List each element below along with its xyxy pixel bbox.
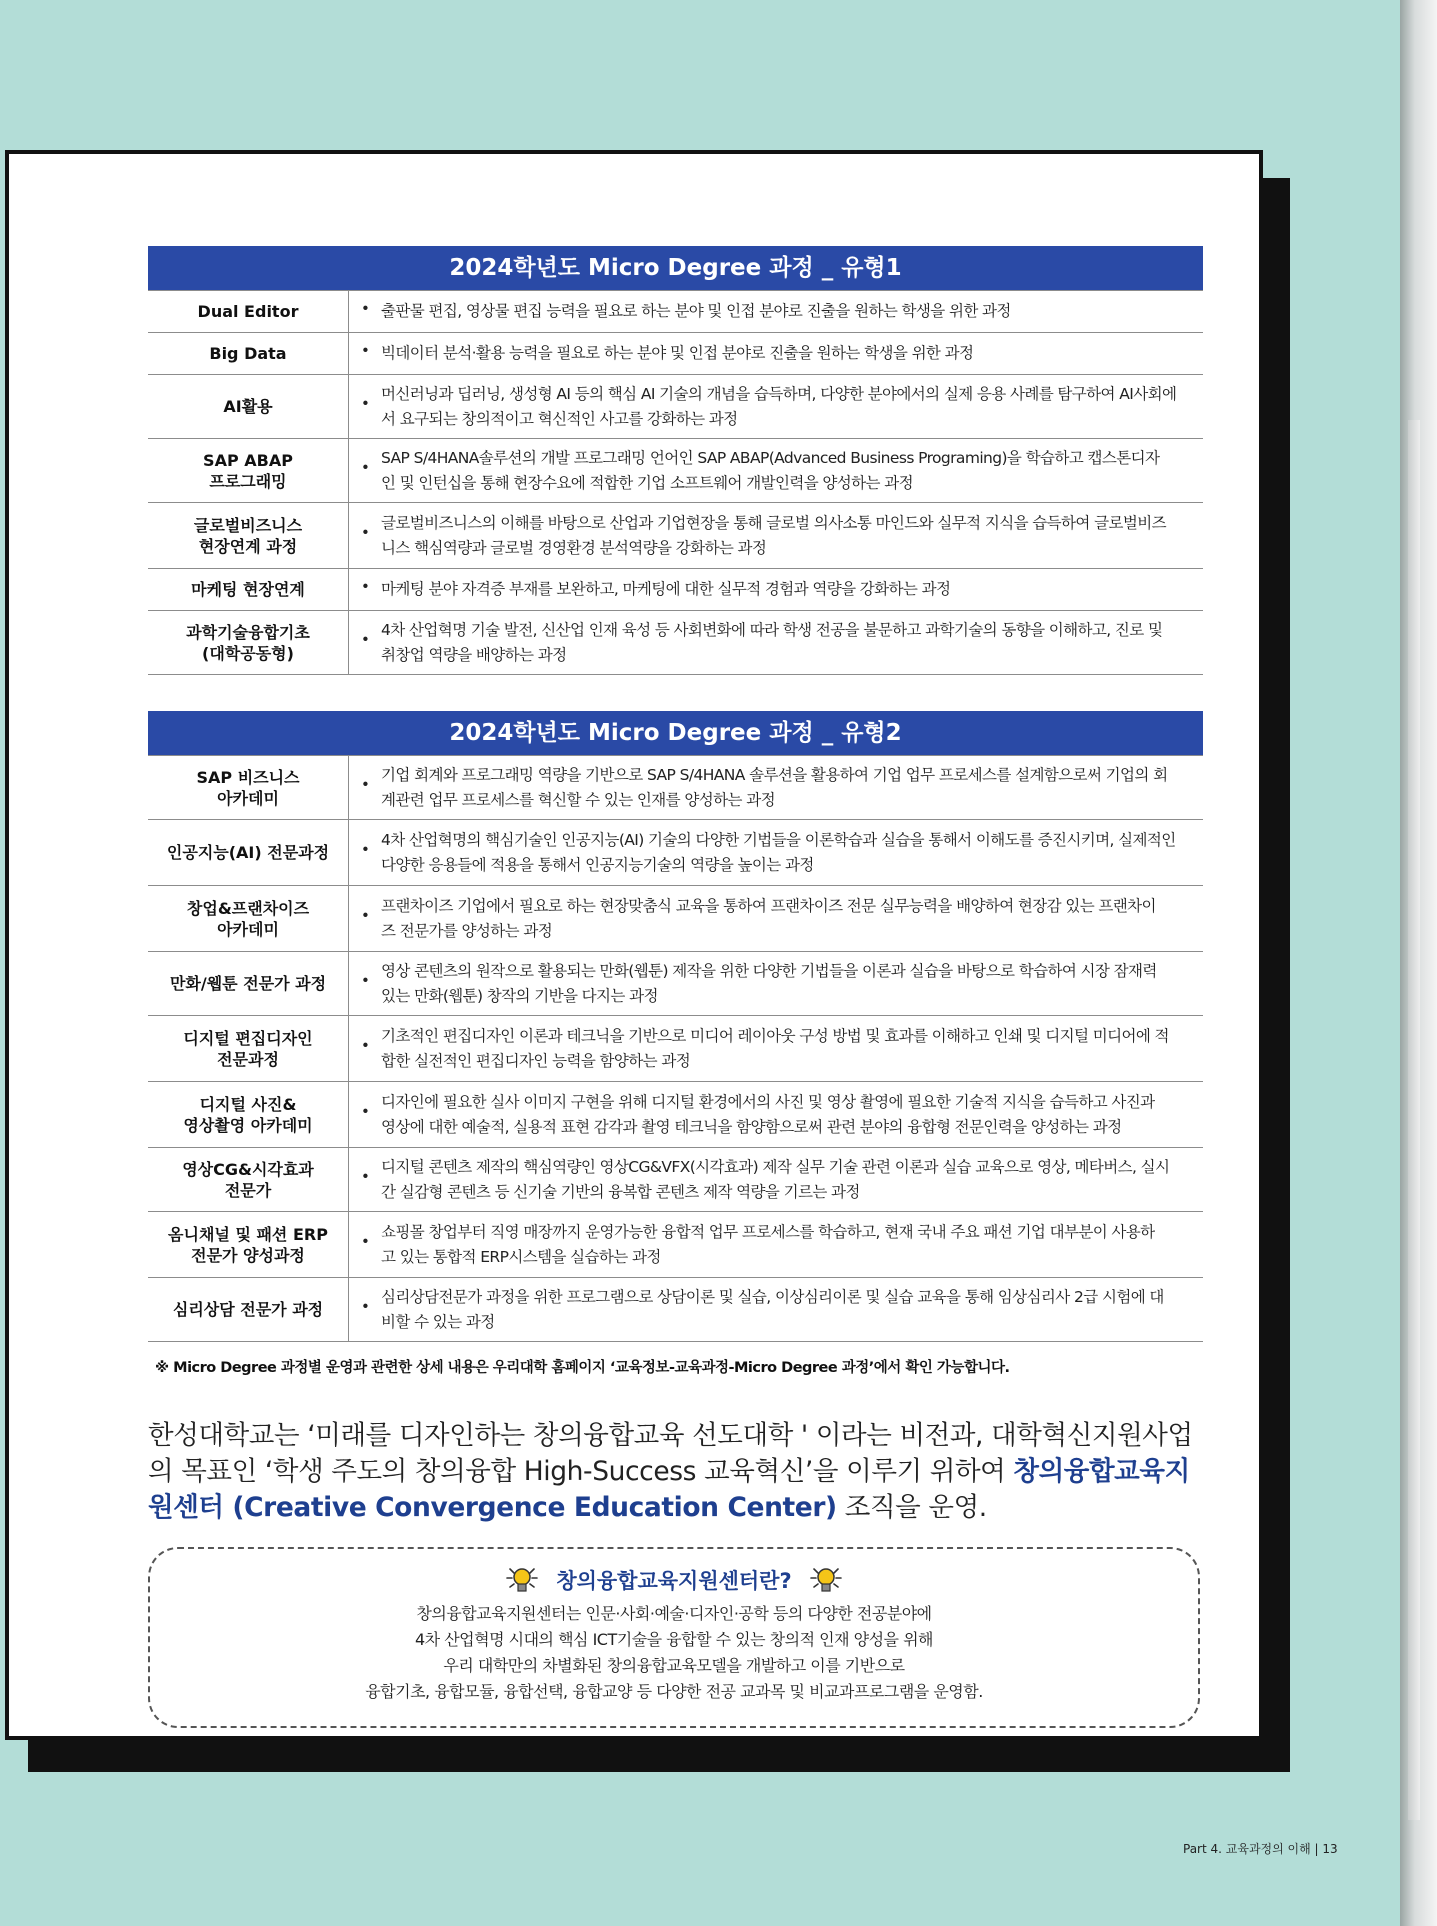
table-row <box>148 503 1203 569</box>
course-name-line: 아카데미 <box>217 788 279 808</box>
course-description-line: 간 실감형 콘텐츠 등 신기술 기반의 융복합 콘텐츠 제작 역량을 기르는 과정 <box>381 1182 860 1201</box>
table-row <box>148 569 1203 611</box>
info-title: 창의융합교육지원센터란? <box>556 1569 792 1593</box>
course-description-cell <box>349 952 1204 1016</box>
course-name-cell <box>148 756 349 820</box>
course-name-cell <box>148 439 349 503</box>
table-row <box>148 820 1203 886</box>
course-name-line: Dual Editor <box>197 302 299 321</box>
course-description-line: 프랜차이즈 기업에서 필요로 하는 현장맞춤식 교육을 통하여 프랜차이즈 전문 실무능력을 배양하여 현장감 있는 프랜차이 <box>381 896 1156 915</box>
course-name-cell <box>148 820 349 886</box>
paragraph-text: 한성대학교는 ‘미래를 디자인하는 창의융합교육 선도대학 ' 이라는 비전과, 대학혁신지원사업의 목표인 ‘학생 주도의 창의융합 High-Success 교육혁신’을 이루기 위하여 <box>148 1420 1193 1487</box>
course-description-line: 디지털 콘텐츠 제작의 핵심역량인 영상CG&VFX(시각효과) 제작 실무 기술 관련 이론과 실습 교육으로 영상, 메타버스, 실시 <box>381 1157 1170 1176</box>
course-description-line: 기초적인 편집디자인 이론과 테크닉을 기반으로 미디어 레이아웃 구성 방법 및 효과를 이해하고 인쇄 및 디지털 미디어에 적 <box>381 1026 1169 1045</box>
bullet-icon: • <box>361 1232 370 1250</box>
course-description-line: 심리상담전문가 과정을 위한 프로그램으로 상담이론 및 실습, 이상심리이론 및 실습 교육을 통해 임상심리사 2급 시험에 대 <box>381 1287 1164 1306</box>
table-row <box>148 756 1203 820</box>
course-description-cell <box>349 1016 1204 1082</box>
course-description-cell <box>349 569 1204 611</box>
course-description-line: 다양한 응용들에 적용을 통해서 인공지능기술의 역량을 높이는 과정 <box>381 855 814 874</box>
course-description-line: 고 있는 통합적 ERP시스템을 실습하는 과정 <box>381 1247 661 1266</box>
bullet-icon: • <box>361 1036 370 1054</box>
course-name-line: 전문가 <box>224 1180 272 1200</box>
course-description-line: 있는 만화(웹툰) 창작의 기반을 다지는 과정 <box>381 986 658 1005</box>
course-description-line: 영상 콘텐츠의 원작으로 활용되는 만화(웹툰) 제작을 위한 다양한 기법들을 이론과 실습을 바탕으로 학습하여 시장 잠재력 <box>381 961 1157 980</box>
bullet-icon: • <box>361 394 370 412</box>
course-description-line: 영상에 대한 예술적, 실용적 표현 감각과 촬영 테크닉을 함양함으로써 관련 분야의 융합형 전문인력을 양성하는 과정 <box>381 1117 1122 1136</box>
info-line: 창의융합교육지원센터는 인문·사회·예술·디자인·공학 등의 다양한 전공분야에 <box>416 1604 932 1623</box>
table-title: 2024학년도 Micro Degree 과정 _ 유형2 <box>148 711 1203 755</box>
lightbulb-icon <box>504 1565 540 1595</box>
table-row <box>148 611 1203 675</box>
course-name-cell <box>148 886 349 952</box>
course-name-line: 옴니채널 및 패션 ERP <box>168 1224 328 1244</box>
course-description-line: 서 요구되는 창의적이고 혁신적인 사고를 강화하는 과정 <box>381 409 738 428</box>
course-description-line: 출판물 편집, 영상물 편집 능력을 필요로 하는 분야 및 인접 분야로 진출을 원하는 학생을 위한 과정 <box>381 302 1011 320</box>
course-name-cell <box>148 569 349 611</box>
table-row <box>148 1016 1203 1082</box>
bullet-icon: • <box>361 577 370 595</box>
course-description-line: 4차 산업혁명의 핵심기술인 인공지능(AI) 기술의 다양한 기법들을 이론학습과 실습을 통해서 이해도를 증진시키며, 실제적인 <box>381 830 1176 849</box>
center-name-highlight: 창의융합교육지원센터 (Creative Convergence Education Center) <box>148 1456 1190 1523</box>
course-description-cell <box>349 756 1204 820</box>
page-edge-inner <box>1408 420 1420 1820</box>
course-name-cell <box>148 291 349 333</box>
course-description-cell <box>349 1278 1204 1342</box>
course-description-line: 글로벌비즈니스의 이해를 바탕으로 산업과 기업현장을 통해 글로벌 의사소통 마인드와 실무적 지식을 습득하여 글로벌비즈 <box>381 513 1166 532</box>
course-name-line: 마케팅 현장연계 <box>191 580 305 599</box>
paragraph-text-end: 조직을 운영. <box>836 1492 987 1523</box>
course-name-line: 프로그래밍 <box>209 471 287 491</box>
course-name-line: (대학공동형) <box>202 643 294 663</box>
info-box <box>148 1547 1200 1728</box>
bullet-icon: • <box>361 1102 370 1120</box>
course-description-line: 머신러닝과 딥러닝, 생성형 AI 등의 핵심 AI 기술의 개념을 습득하며, 다양한 분야에서의 실제 응용 사례를 탐구하여 AI사회에 <box>381 384 1177 403</box>
course-name-line: 영상CG&시각효과 <box>182 1159 314 1179</box>
course-name-line: 현장연계 과정 <box>198 536 298 556</box>
table-row <box>148 1148 1203 1212</box>
course-table <box>148 290 1203 675</box>
info-line: 우리 대학만의 차별화된 창의융합교육모델을 개발하고 이를 기반으로 <box>443 1656 905 1675</box>
course-name-line: 디지털 사진& <box>199 1094 297 1114</box>
info-line: 4차 산업혁명 시대의 핵심 ICT기술을 융합할 수 있는 창의적 인재 양성을 위해 <box>414 1630 933 1649</box>
course-description-line: 합한 실전적인 편집디자인 능력을 함양하는 과정 <box>381 1051 691 1070</box>
course-name-line: 글로벌비즈니스 <box>193 515 303 535</box>
course-description-cell <box>349 1212 1204 1278</box>
course-description-cell <box>349 291 1204 333</box>
intro-paragraph <box>148 1418 1208 1526</box>
table-row <box>148 1212 1203 1278</box>
bullet-icon: • <box>361 341 370 359</box>
course-description-line: 니스 핵심역량과 글로벌 경영환경 분석역량을 강화하는 과정 <box>381 538 767 557</box>
course-description-cell <box>349 1082 1204 1148</box>
course-name-cell <box>148 1148 349 1212</box>
course-name-line: SAP ABAP <box>203 450 293 470</box>
course-name-cell <box>148 333 349 375</box>
course-description-cell <box>349 611 1204 675</box>
course-description-line: SAP S/4HANA솔루션의 개발 프로그래밍 언어인 SAP ABAP(Advanced Business Programing)을 학습하고 캡스톤디자 <box>381 448 1160 467</box>
table-row <box>148 952 1203 1016</box>
course-name-line: 심리상담 전문가 과정 <box>172 1300 324 1319</box>
course-description-cell <box>349 439 1204 503</box>
course-name-line: 아카데미 <box>217 919 279 939</box>
course-name-cell <box>148 375 349 439</box>
course-description-line: 디자인에 필요한 실사 이미지 구현을 위해 디지털 환경에서의 사진 및 영상 촬영에 필요한 기술적 지식을 습득하고 사진과 <box>381 1092 1155 1111</box>
course-description-line: 기업 회계와 프로그래밍 역량을 기반으로 SAP S/4HANA 솔루션을 활용하여 기업 업무 프로세스를 설계함으로써 기업의 회 <box>381 765 1168 784</box>
course-name-cell <box>148 1082 349 1148</box>
course-name-line: 디지털 편집디자인 <box>183 1028 313 1048</box>
info-title-row <box>150 1565 1198 1595</box>
course-description-cell <box>349 503 1204 569</box>
course-description-line: 취창업 역량을 배양하는 과정 <box>381 645 567 664</box>
bullet-icon: • <box>361 630 370 648</box>
course-name-cell <box>148 1212 349 1278</box>
info-line: 융합기초, 융합모듈, 융합선택, 융합교양 등 다양한 전공 교과목 및 비교과프로그램을 운영함. <box>365 1682 983 1701</box>
bullet-icon: • <box>361 458 370 476</box>
course-description-line: 4차 산업혁명 기술 발전, 신산업 인재 육성 등 사회변화에 따라 학생 전공을 불문하고 과학기술의 동향을 이해하고, 진로 및 <box>381 620 1163 639</box>
bullet-icon: • <box>361 775 370 793</box>
course-description-line: 쇼핑몰 창업부터 직영 매장까지 운영가능한 융합적 업무 프로세스를 학습하고, 현재 국내 주요 패션 기업 대부분이 사용하 <box>381 1222 1155 1241</box>
course-description-line: 즈 전문가를 양성하는 과정 <box>381 921 553 940</box>
micro-degree-table-type2 <box>148 711 1203 1342</box>
course-name-line: 만화/웹툰 전문가 과정 <box>169 974 327 993</box>
course-name-line: 전문가 양성과정 <box>191 1245 305 1265</box>
course-description-cell <box>349 375 1204 439</box>
course-name-line: 창업&프랜차이즈 <box>186 898 310 918</box>
course-table <box>148 755 1203 1342</box>
course-description-cell <box>349 820 1204 886</box>
course-description-line: 인 및 인턴십을 통해 현장수요에 적합한 기업 소프트웨어 개발인력을 양성하는 과정 <box>381 473 913 492</box>
course-name-cell <box>148 1278 349 1342</box>
course-name-line: Big Data <box>209 344 287 363</box>
course-name-line: 영상촬영 아카데미 <box>183 1115 313 1135</box>
course-name-line: AI활용 <box>223 397 273 416</box>
table-row <box>148 375 1203 439</box>
course-name-cell <box>148 503 349 569</box>
course-name-cell <box>148 952 349 1016</box>
micro-degree-table-type1 <box>148 246 1203 675</box>
note-text: ※ Micro Degree 과정별 운영과 관련한 상세 내용은 우리대학 홈페이지 ‘교육정보-교육과정-Micro Degree 과정’에서 확인 가능합니다. <box>155 1360 1010 1376</box>
bullet-icon: • <box>361 1167 370 1185</box>
page-footer: Part 4. 교육과정의 이해 | 13 <box>1183 1842 1338 1856</box>
course-name-line: 전문과정 <box>217 1049 279 1069</box>
course-name-line: 인공지능(AI) 전문과정 <box>166 843 330 862</box>
course-description-cell <box>349 886 1204 952</box>
bullet-icon: • <box>361 1297 370 1315</box>
bullet-icon: • <box>361 906 370 924</box>
table-row <box>148 886 1203 952</box>
table-row <box>148 1278 1203 1342</box>
bullet-icon: • <box>361 971 370 989</box>
info-lines <box>150 1601 1198 1705</box>
table-title: 2024학년도 Micro Degree 과정 _ 유형1 <box>148 246 1203 290</box>
bullet-icon: • <box>361 840 370 858</box>
table-row <box>148 1082 1203 1148</box>
table-row <box>148 333 1203 375</box>
course-description-line: 마케팅 분야 자격증 부재를 보완하고, 마케팅에 대한 실무적 경험과 역량을 강화하는 과정 <box>381 580 951 598</box>
course-name-line: SAP 비즈니스 <box>196 767 300 787</box>
course-description-line: 빅데이터 분석·활용 능력을 필요로 하는 분야 및 인접 분야로 진출을 원하는 학생을 위한 과정 <box>381 344 974 362</box>
course-description-cell <box>349 1148 1204 1212</box>
course-name-line: 과학기술융합기초 <box>186 622 310 642</box>
course-name-cell <box>148 1016 349 1082</box>
course-description-cell <box>349 333 1204 375</box>
lightbulb-icon <box>808 1565 844 1595</box>
table-row <box>148 291 1203 333</box>
bullet-icon: • <box>361 523 370 541</box>
table-row <box>148 439 1203 503</box>
course-description-line: 비할 수 있는 과정 <box>381 1312 495 1331</box>
bullet-icon: • <box>361 299 370 317</box>
course-name-cell <box>148 611 349 675</box>
course-description-line: 계관련 업무 프로세스를 혁신할 수 있는 인재를 양성하는 과정 <box>381 790 775 809</box>
